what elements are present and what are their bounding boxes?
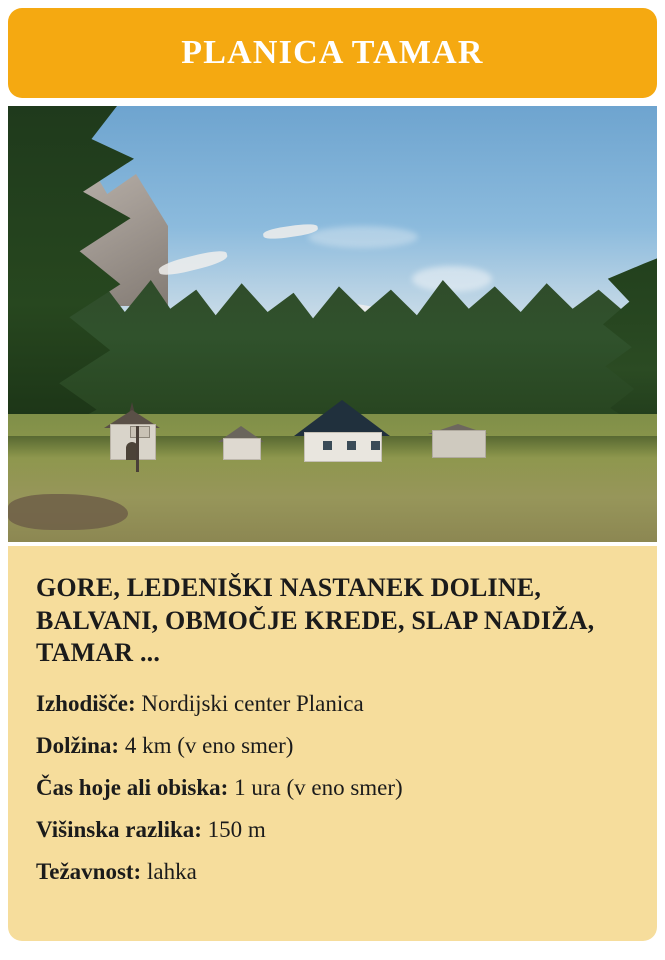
detail-row-elevation bbox=[36, 818, 629, 841]
signpost-pole bbox=[136, 426, 139, 472]
mountain-lodge-icon bbox=[294, 400, 390, 462]
detail-value: 1 ura (v eno smer) bbox=[234, 774, 403, 800]
detail-value: 150 m bbox=[207, 816, 266, 842]
card-header bbox=[8, 8, 657, 98]
detail-label: Dolžina: bbox=[36, 732, 120, 758]
detail-list bbox=[36, 692, 629, 883]
hut-body bbox=[223, 438, 261, 460]
cloud-icon bbox=[308, 226, 418, 248]
signpost-icon bbox=[130, 426, 150, 438]
scenery-photo bbox=[8, 106, 657, 542]
photo-inner bbox=[8, 106, 657, 542]
hut-icon bbox=[218, 426, 264, 460]
lodge-body bbox=[304, 432, 382, 462]
detail-label: Težavnost: bbox=[36, 858, 142, 884]
lodge-window bbox=[371, 441, 380, 450]
detail-row-difficulty bbox=[36, 860, 629, 883]
detail-value: 4 km (v eno smer) bbox=[124, 732, 294, 758]
detail-row-length bbox=[36, 734, 629, 757]
shed-icon bbox=[432, 430, 486, 458]
detail-label: Čas hoje ali obiska: bbox=[36, 774, 229, 800]
cloud-icon bbox=[412, 266, 492, 292]
detail-row-duration bbox=[36, 776, 629, 799]
lodge-window bbox=[347, 441, 356, 450]
detail-label: Višinska razlika: bbox=[36, 816, 202, 842]
lodge-window bbox=[323, 441, 332, 450]
page-title: PLANICA TAMAR bbox=[181, 34, 484, 71]
dirt-patch bbox=[8, 494, 128, 530]
detail-value: Nordijski center Planica bbox=[141, 690, 364, 716]
highlights-heading: GORE, LEDENIŠKI NASTANEK DOLINE, BALVANI, OBMOČJE KREDE, SLAP NADIŽA, TAMAR ... bbox=[36, 573, 595, 667]
detail-row-start bbox=[36, 692, 629, 715]
detail-value: lahka bbox=[146, 858, 197, 884]
detail-label: Izhodišče: bbox=[36, 690, 136, 716]
lodge-roof bbox=[294, 400, 390, 436]
info-panel bbox=[8, 546, 657, 941]
